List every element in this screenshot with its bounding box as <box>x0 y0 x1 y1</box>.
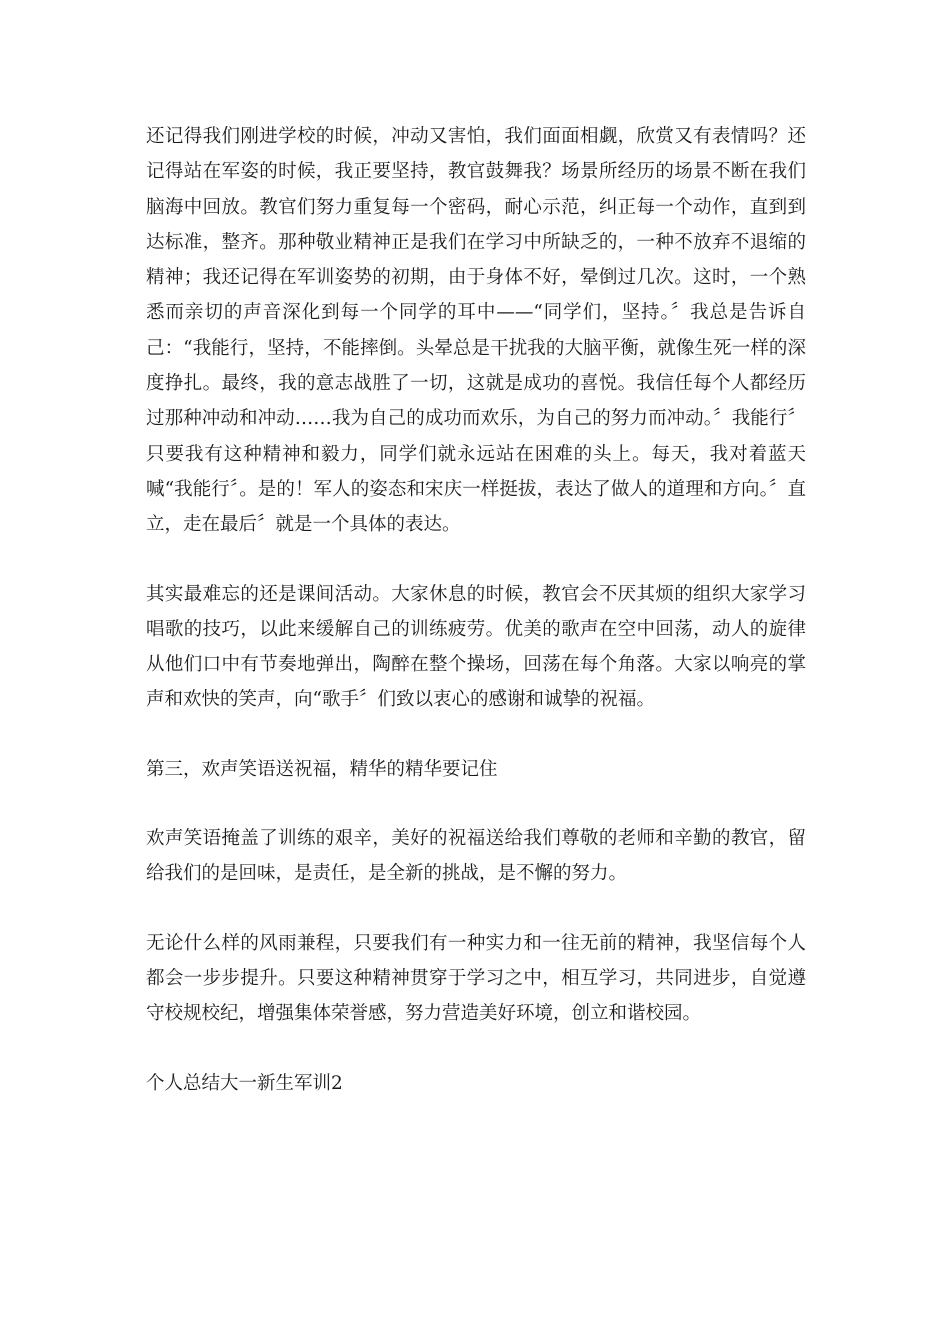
paragraph-blessings: 欢声笑语掩盖了训练的艰辛，美好的祝福送给我们尊敬的老师和辛勤的教官，留给我们的是回味，是责任，是全新的挑战，是不懈的努力。 <box>146 828 806 885</box>
section-heading-third: 第三，欢声笑语送祝福，精华的精华要记住 <box>146 758 498 780</box>
paragraph-memories: 还记得我们刚进学校的时候，冲动又害怕，我们面面相觑，欣赏又有表情吗？还记得站在军姿的时候，我正要坚持，教官鼓舞我？场景所经历的场景不断在我们脑海中回放。教官们努力重复每一个密码，耐心示范，纠正每一个动作，直到到达标准，整齐。那种敬业精神正是我们在学习中所缺乏的，一种不放弃不退缩的精神；我还记得在军训姿势的初期，由于身体不好，晕倒过几次。这时，一个熟悉而亲切的声音深化到每一个同学的耳中——“同学们，坚持。〞我总是告诉自己：“我能行，坚持，不能摔倒。头晕总是干扰我的大脑平衡，就像生死一样的深度挣扎。最终，我的意志战胜了一切，这就是成功的喜悦。我信任每个人都经历过那种冲动和冲动……我为自己的成功而欢乐，为自己的努力而冲动。〞我能行〞只要我有这种精神和毅力，同学们就永远站在困难的头上。每天，我对着蓝天喊“我能行〞。是的！军人的姿态和宋庆一样挺拔，表达了做人的道理和方向。〞直立，走在最后〞就是一个具体的表达。 <box>146 126 806 536</box>
paragraph-break-activities: 其实最难忘的还是课间活动。大家休息的时候，教官会不厌其烦的组织大家学习唱歌的技巧，以此来缓解自己的训练疲劳。优美的歌声在空中回荡，动人的旋律从他们口中有节奏地弹出，陶醉在整个操场，回荡在每个角落。大家以响亮的掌声和欢快的笑声，向“歌手〞们致以衷心的感谢和诚挚的祝福。 <box>146 583 806 711</box>
paragraph-spirit: 无论什么样的风雨兼程，只要我们有一种实力和一往无前的精神，我坚信每个人都会一步步提升。只要这种精神贯穿于学习之中，相互学习，共同进步，自觉遵守校规校纪，增强集体荣誉感，努力营造美好环境，创立和谐校园。 <box>146 932 806 1025</box>
next-title: 个人总结大一新生军训2 <box>146 1072 343 1094</box>
document-page <box>146 119 806 1101</box>
